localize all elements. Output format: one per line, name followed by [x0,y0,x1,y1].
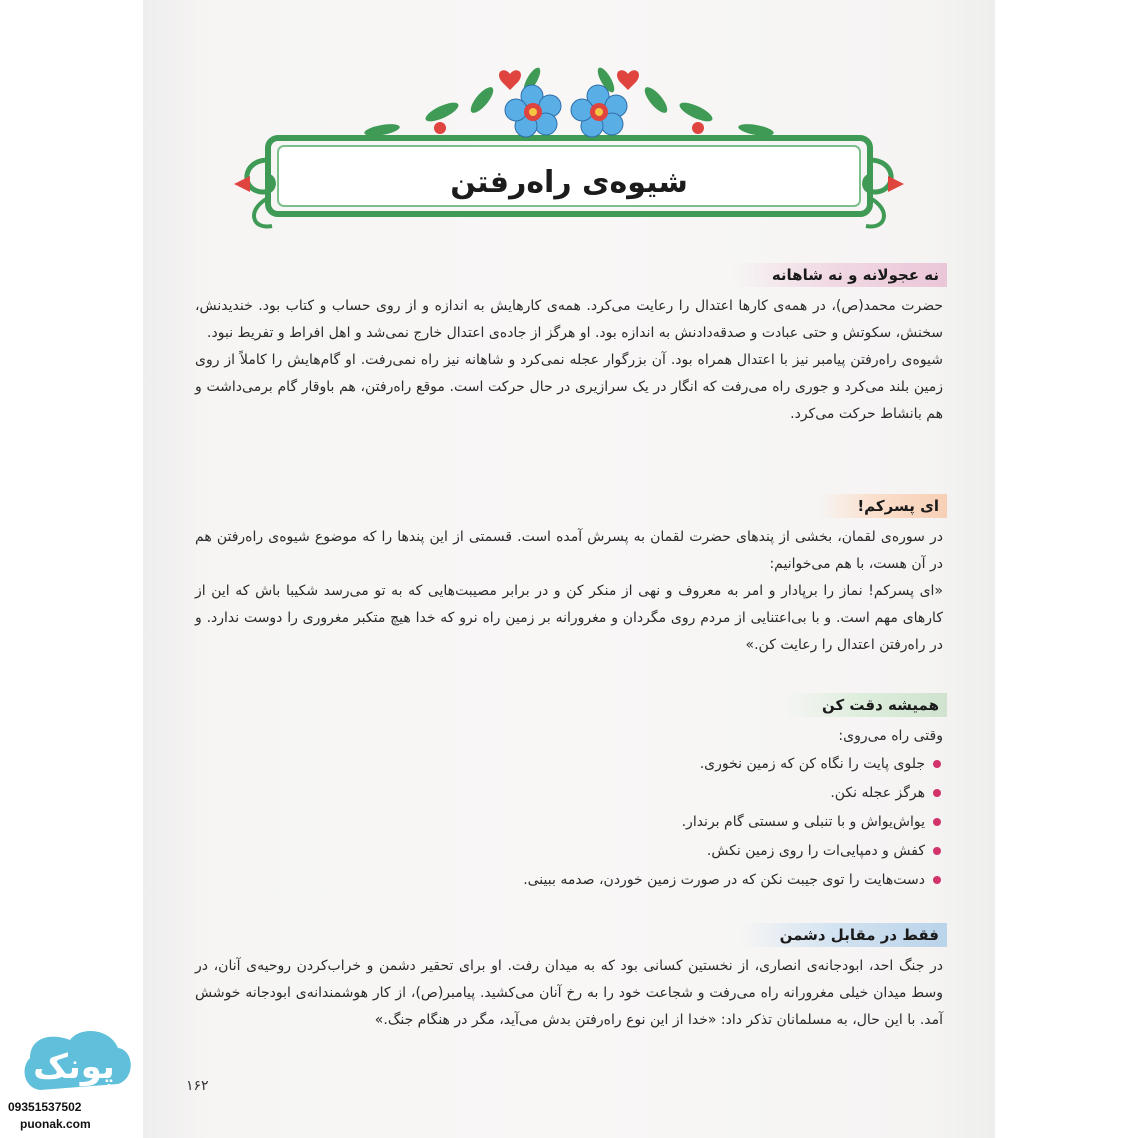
section-heading: نه عجولانه و نه شاهانه [732,263,947,287]
section-2 [195,494,943,659]
watermark-site: puonak.com [20,1117,91,1131]
list-item: دست‌هایت را توی جیبت نکن که در صورت زمین خوردن، صدمه ببینی. [195,866,943,895]
section-heading: ای پسرکم! [817,494,947,518]
bullet-dot-icon [933,818,941,826]
section-1 [195,263,943,428]
bullet-dot-icon [933,760,941,768]
section-4 [195,923,943,1034]
section-3 [195,693,943,895]
page-number: ۱۶۲ [186,1078,209,1094]
section-paragraph: در جنگ احد، ابودجانه‌ی انصاری، از نخستین کسانی بود که به میدان رفت. او برای تحقیر دشمن و خراب‌کردن روحیه‌ی آنان، در وسط میدان خیلی مغرورانه راه می‌رفت و شجاعت خود را به رخ آنان می‌کشید. پیامبر(ص)، از کار هوشمندانه‌ی ابودجانه خوشش آمد. با این حال، به مسلمانان تذکر داد: «خدا از این نوع راه‌رفتن بدش می‌آید، مگر در هنگام جنگ.» [195,958,943,1028]
section-heading: فقط در مقابل دشمن [740,923,947,947]
list-item: هرگز عجله نکن. [195,779,943,808]
section-heading: همیشه دقت کن [782,693,947,717]
section-paragraph: در سوره‌ی لقمان، بخشی از پندهای حضرت لقمان به پسرش آمده است. قسمتی از این پندها را که موضوع شیوه‌ی راه‌رفتن هم در آن هست، با هم می‌خوانیم: [195,529,943,572]
floral-banner-frame [232,60,906,240]
logo-brand-text: پونک [33,1047,115,1087]
bullet-dot-icon [933,876,941,884]
section-paragraph: «ای پسرکم! نماز را برپادار و امر به معروف و نهی از منکر کن و در برابر مصیبت‌هایی که به تو می‌رسد شکیبا باش که این از کارهای مهم است. و با بی‌اعتنایی از مردم روی مگردان و مغرورانه بر زمین راه نرو که خدا هیچ متکبر مغروری را دوست ندارد. و در راه‌رفتن اعتدال را رعایت کن.» [195,583,943,653]
bullet-dot-icon [933,847,941,855]
tips-list [195,750,943,895]
list-item: یواش‌یواش و با تنبلی و سستی گام برندار. [195,808,943,837]
section-intro: وقتی راه می‌روی: [838,728,943,744]
list-item: کفش و دمپایی‌ات را روی زمین نکش. [195,837,943,866]
section-paragraph: شیوه‌ی راه‌رفتن پیامبر نیز با اعتدال همراه بود. آن بزرگوار عجله نمی‌کرد و شاهانه نیز راه نمی‌رفت. او گام‌هایش را کاملاً از روی زمین بلند می‌کرد و جوری راه می‌رفت که انگار در یک سرازیری در حال حرکت است. موقع راه‌رفتن، هم باوقار گام برمی‌داشت و هم بانشاط حرکت می‌کرد. [195,352,943,422]
bullet-dot-icon [933,789,941,797]
section-paragraph: حضرت محمد(ص)، در همه‌ی کارها اعتدال را رعایت می‌کرد. همه‌ی کارهایش به اندازه و از روی حساب و کتاب بود. خندیدنش، سخنش، سکوتش و حتی عبادت و صدقه‌دادنش به اندازه بود. او هرگز از جاده‌ی اعتدال خارج نمی‌شد و اهل افراط و تفریط نبود. [195,298,943,341]
watermark-phone: 09351537502 [8,1100,82,1114]
page-title: شیوه‌ی راه‌رفتن [450,164,688,200]
puonak-logo-icon [10,1018,142,1133]
list-item: جلوی پایت را نگاه کن که زمین نخوری. [195,750,943,779]
